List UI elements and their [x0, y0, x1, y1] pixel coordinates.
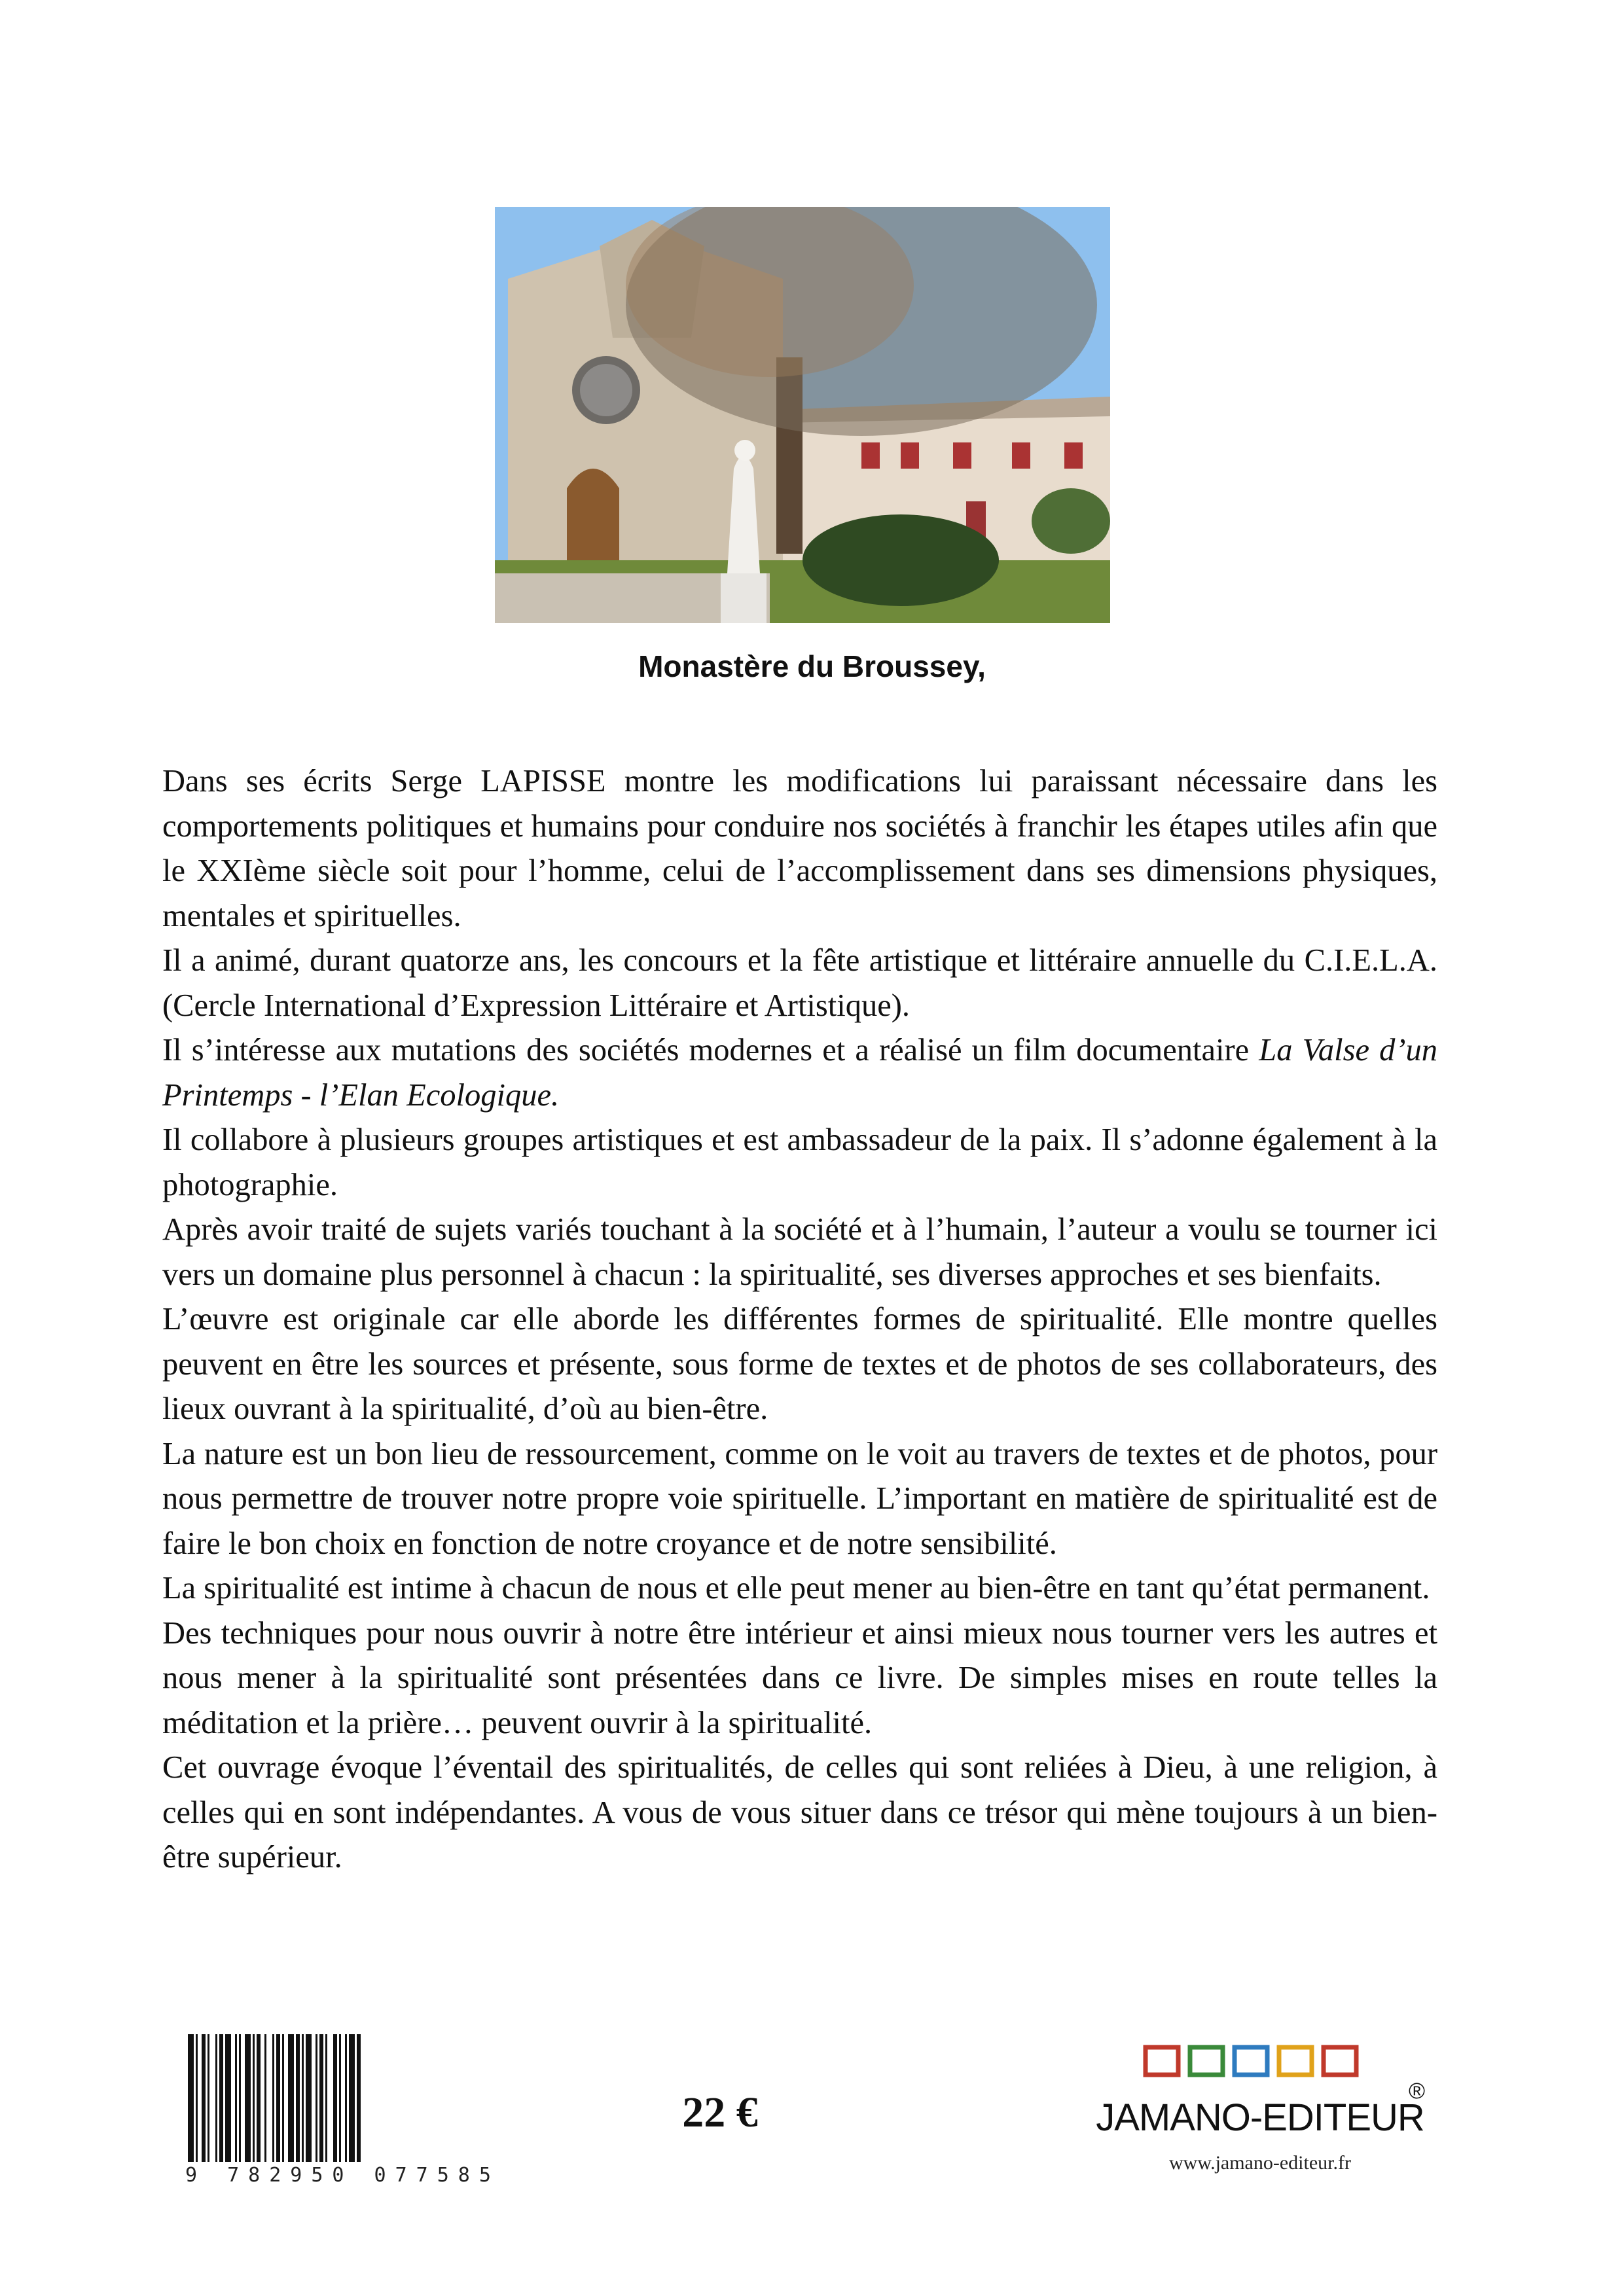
barcode-bar: [215, 2034, 217, 2162]
barcode-bar: [282, 2034, 284, 2162]
barcode-bar: [264, 2034, 266, 2162]
barcode-bar: [219, 2034, 223, 2162]
paragraph: Dans ses écrits Serge LAPISSE montre les modifications lui paraissant nécessaire dans les comportements politiques et humains pour conduire nos sociétés à franchir les étapes utiles afin que le XXIème siècle soit pour l’homme, celui de l’accomplissement dans ses dimensions physiques, mentales et spirituelles.: [162, 764, 1437, 933]
logo-square-icon: [1279, 2047, 1312, 2075]
monastery-photo: [495, 207, 1110, 623]
registered-mark: ®: [1409, 2079, 1426, 2104]
barcode-bar: [319, 2034, 323, 2162]
barcode-bar: [225, 2034, 231, 2162]
photo-caption: Monastère du Broussey,: [638, 649, 986, 683]
barcode-bar: [296, 2034, 300, 2162]
barcode-bar: [316, 2034, 317, 2162]
price: 22 €: [682, 2089, 758, 2136]
barcode-bar: [333, 2034, 337, 2162]
logo-square-icon: [1324, 2047, 1356, 2075]
barcode-bar: [272, 2034, 274, 2162]
paragraph: La spiritualité est intime à chacun de nous et elle peut mener au bien-être en tant qu’état permanent.: [162, 1571, 1430, 1605]
barcode-bar: [208, 2034, 209, 2162]
paragraph: La nature est un bon lieu de ressourcement, comme on le voit au travers de textes et de photos, pour nous permettre de trouver notre propre voie spirituelle. L’important en matière de spiritualité est de faire le bon choix en fonction de notre croyance et de notre sensibilité.: [162, 1436, 1437, 1561]
barcode-bar: [196, 2034, 198, 2162]
back-cover-text: [162, 759, 1437, 1880]
film-title: La Valse d’un Printemps - l’Elan Ecologique.: [162, 1033, 1438, 1113]
barcode-bar: [302, 2034, 304, 2162]
paragraph: Cet ouvrage évoque l’éventail des spiritualités, de celles qui sont reliées à Dieu, à une religion, à celles qui en sont indépendantes. A vous de vous situer dans ce trésor qui mène toujours à un bien-être supérieur.: [162, 1750, 1437, 1874]
barcode-bar: [345, 2034, 347, 2162]
barcode-bar: [202, 2034, 206, 2162]
barcode-bar: [245, 2034, 251, 2162]
publisher-url: www.jamano-editeur.fr: [1169, 2152, 1351, 2174]
paragraph: L’œuvre est originale car elle aborde les différentes formes de spiritualité. Elle montre quelles peuvent en être les sources et présente, sous forme de textes et de photos de ses collaborateurs, des lieux ouvrant à la spiritualité, d’où au bien-être.: [162, 1302, 1437, 1426]
barcode-bar: [325, 2034, 327, 2162]
isbn-digits: 9 782950 077585: [185, 2164, 500, 2187]
barcode-bar: [188, 2034, 194, 2162]
paragraph-text: Il s’intéresse aux mutations des sociétés modernes et a réalisé un film documentaire: [162, 1033, 1259, 1067]
paragraph: Il a animé, durant quatorze ans, les concours et la fête artistique et littéraire annuelle du C.I.E.L.A. (Cercle International d’Expression Littéraire et Artistique).: [162, 943, 1437, 1023]
paragraph: Après avoir traité de sujets variés touchant à la société et à l’humain, l’auteur a voulu se tourner ici vers un domaine plus personnel à chacun : la spiritualité, ses diverses approches et ses bienfaits.: [162, 1212, 1437, 1292]
barcode-bar: [253, 2034, 255, 2162]
barcode-bar: [276, 2034, 280, 2162]
logo-square-icon: [1146, 2047, 1178, 2075]
barcode-bar: [349, 2034, 355, 2162]
barcode-bar: [288, 2034, 294, 2162]
barcode-bar: [339, 2034, 341, 2162]
barcode-bar: [306, 2034, 312, 2162]
paragraph: [162, 1028, 1437, 1118]
barcode-bar: [257, 2034, 261, 2162]
publisher-logo-squares: [1143, 2045, 1365, 2079]
paragraph: Des techniques pour nous ouvrir à notre être intérieur et ainsi mieux nous tourner vers les autres et nous mener à la spiritualité sont présentées dans ce livre. De simples mises en route telles la méditation et la prière… peuvent ouvrir à la spiritualité.: [162, 1615, 1437, 1740]
barcode-bar: [357, 2034, 361, 2162]
publisher-name: JAMANO-EDITEUR: [1096, 2096, 1424, 2139]
barcode-bar: [239, 2034, 241, 2162]
logo-square-icon: [1235, 2047, 1267, 2075]
logo-square-icon: [1190, 2047, 1223, 2075]
barcode-bar: [235, 2034, 237, 2162]
paragraph: Il collabore à plusieurs groupes artistiques et est ambassadeur de la paix. Il s’adonne également à la photographie.: [162, 1122, 1437, 1202]
